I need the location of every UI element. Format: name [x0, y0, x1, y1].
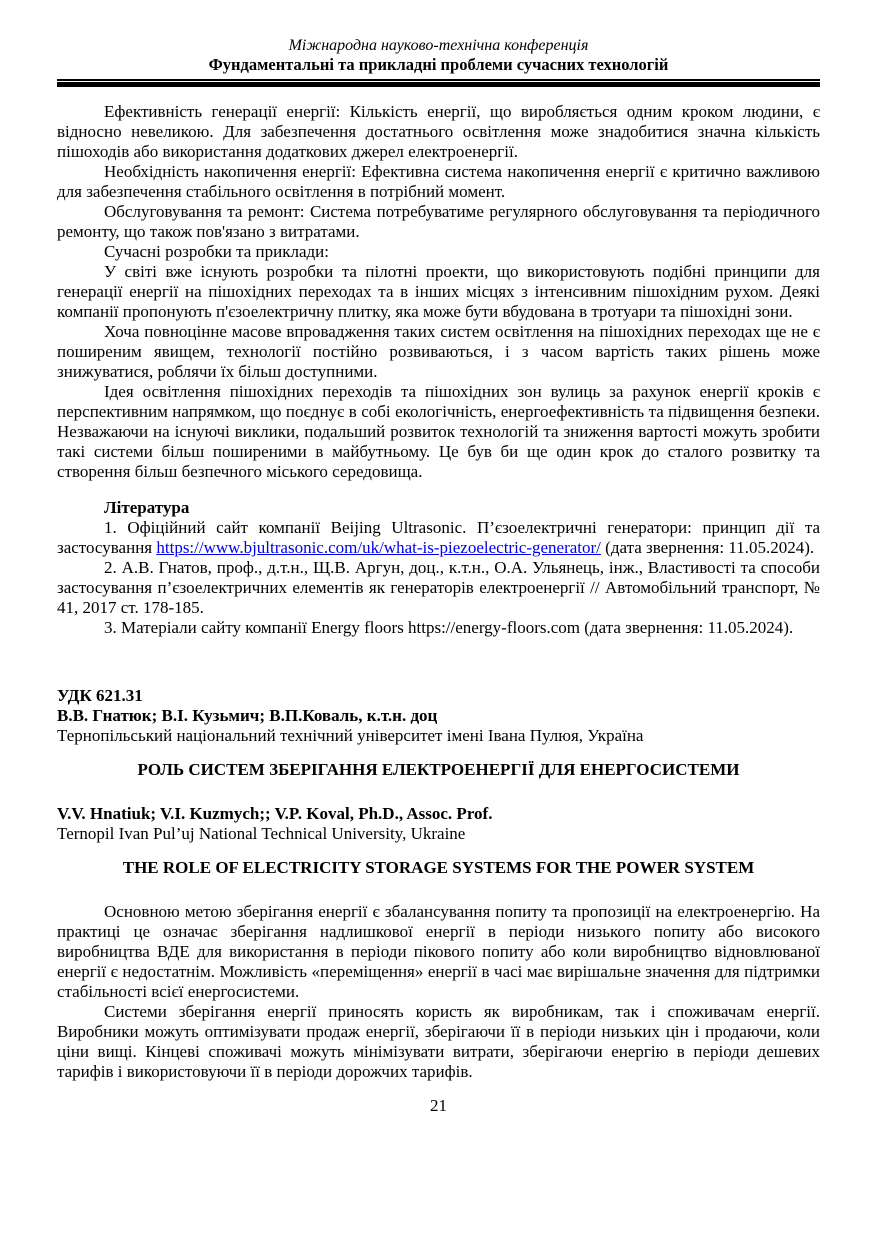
page-header — [57, 36, 820, 87]
affiliation-ua: Тернопільський національний технічний університет імені Івана Пулюя, Україна — [57, 726, 644, 745]
authors-ua: В.В. Гнатюк; В.І. Кузьмич; В.П.Коваль, к.т.н. доц — [57, 706, 438, 725]
paragraph-storage-purpose: Основною метою зберігання енергії є збалансування попиту та пропозиції на електроенергію. На практиці це означає зберігання надлишкової енергії в періоди низького попиту або високого виробництва ВДЕ для використання в періоди пікового попиту або коли виробництво відновлюваної енергії є недостатнім. Можливість «переміщення» енергії в часі має вирішальне значення для підтримки стабільності всієї енергосистеми. — [57, 902, 820, 1001]
reference-item-3: 3. Матеріали сайту компанії Energy floors https://energy-floors.com (дата звернення: 11.05.2024). — [104, 618, 794, 637]
paragraph-storage-benefits: Системи зберігання енергії приносять користь як виробникам, так і споживачам енергії. Виробники можуть оптимізувати продаж енергії, зберігаючи її в періоди низьких цін і продаючи, коли ціни вищі. Кінцеві споживачі можуть мінімізувати витрати, зберігаючи енергію в періоди дешевих тарифів і використовуючи її в періоди дорожчих тарифів. — [57, 1002, 820, 1081]
reference-1-text-after: (дата звернення: 11.05.2024). — [600, 538, 815, 557]
page-body — [57, 102, 820, 1116]
page-footer — [57, 1096, 820, 1116]
reference-item-2: 2. А.В. Гнатов, проф., д.т.н., Щ.В. Аргун, доц., к.т.н., О.А. Ульянець, інж., Властивості та способи застосування п’єзоелектричних елементів як генераторів електроенергії // Автомобільний транспорт, № 41, 2017 ст. 178-185. — [57, 558, 820, 617]
reference-1-link[interactable]: https://www.bjultrasonic.com/uk/what-is-piezoelectric-generator/ — [156, 538, 601, 557]
header-rule-thin-line — [57, 79, 820, 81]
article-title-ua: РОЛЬ СИСТЕМ ЗБЕРІГАННЯ ЕЛЕКТРОЕНЕРГІЇ ДЛЯ ЕНЕРГОСИСТЕМИ — [137, 760, 740, 779]
header-rule-thick-bar — [57, 82, 820, 87]
paragraph-mass-adoption: Хоча повноцінне масове впровадження таких систем освітлення на пішохідних переходах ще не є поширеним явищем, технології постійно розвиваються, і з часом вартість таких рішень може знижуватися, роблячи їх більш доступними. — [57, 322, 820, 381]
paragraph-conclusion: Ідея освітлення пішохідних переходів та пішохідних зон вулиць за рахунок енергії кроків є перспективним напрямком, що поєднує в собі екологічність, енергоефективність та підвищення безпеки. Незважаючи на існуючі виклики, подальший розвиток технологій та зниження вартості можуть зробити такі системи більш поширеними в майбутньому. Це був би ще один крок до сталого розвитку та створення більш безпечного міського середовища. — [57, 382, 820, 481]
paragraph-modern-developments: Сучасні розробки та приклади: — [104, 242, 329, 261]
paragraph-energy-generation-efficiency: Ефективність генерації енергії: Кількість енергії, що виробляється одним кроком людини, є відносно невеликою. Для забезпечення достатнього освітлення може знадобитися значна кількість пішоходів або використання додаткових джерел електроенергії. — [57, 102, 820, 161]
conference-proceedings-title: Фундаментальні та прикладні проблеми сучасних технологій — [208, 55, 669, 74]
udc-code: УДК 621.31 — [57, 686, 143, 705]
reference-1-text-before: 1. Офіційний сайт компанії Beijing Ultrasonic. П’єзоелектричні генератори: принцип дії та застосування — [57, 518, 820, 557]
conference-name: Міжнародна науково-технічна конференція — [288, 37, 589, 54]
paragraph-energy-storage-need: Необхідність накопичення енергії: Ефективна система накопичення енергії є критично важливою для забезпечення стабільного освітлення в потрібний момент. — [57, 162, 820, 201]
paragraph-maintenance: Обслуговування та ремонт: Система потребуватиме регулярного обслуговування та періодичного ремонту, що також пов'язано з витратами. — [57, 202, 820, 241]
reference-item-1 — [57, 518, 820, 558]
article-title-en: THE ROLE OF ELECTRICITY STORAGE SYSTEMS FOR THE POWER SYSTEM — [122, 858, 755, 877]
page-number: 21 — [430, 1096, 447, 1115]
header-rule — [57, 79, 820, 87]
literature-heading: Література — [104, 498, 190, 517]
affiliation-en: Ternopil Ivan Pul’uj National Technical University, Ukraine — [57, 824, 466, 843]
authors-en: V.V. Hnatiuk; V.I. Kuzmych;; V.P. Koval, Ph.D., Assoc. Prof. — [57, 804, 493, 823]
article-section — [57, 686, 820, 1082]
paragraph-pilot-projects: У світі вже існують розробки та пілотні проекти, що використовують подібні принципи для генерації енергії на пішохідних переходах та в інших місцях з інтенсивним пішохідним рухом. Деякі компанії пропонують п'єзоелектричну плитку, яка може бути вбудована в тротуари та пішохідні зони. — [57, 262, 820, 321]
